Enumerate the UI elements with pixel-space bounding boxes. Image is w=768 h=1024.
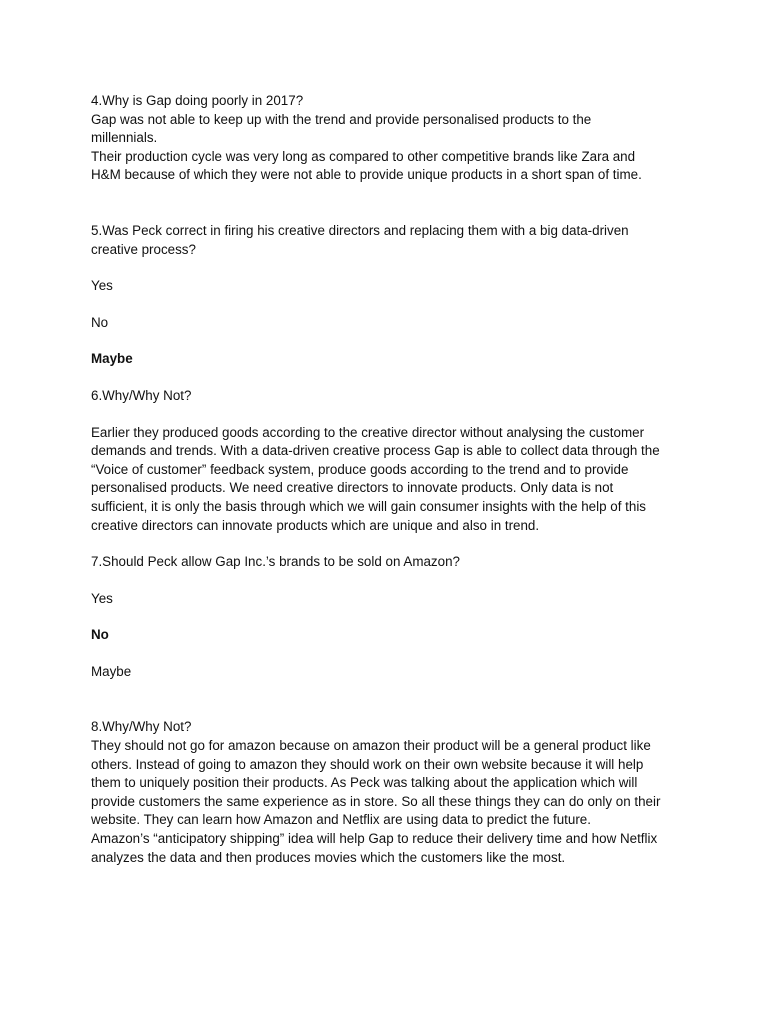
question-4-section bbox=[91, 92, 691, 185]
answer-6-line: Earlier they produced goods according to the creative director without analysing the customer bbox=[91, 424, 645, 440]
question-5-section bbox=[91, 222, 691, 369]
answer-8-line: analyzes the data and then produces movies which the customers like the most. bbox=[91, 849, 566, 865]
spacer bbox=[91, 185, 691, 222]
question-6-section bbox=[91, 387, 691, 535]
spacer bbox=[91, 645, 691, 663]
spacer bbox=[91, 535, 691, 553]
spacer bbox=[91, 681, 691, 718]
question-8-section bbox=[91, 718, 691, 867]
question-4-text: 4.Why is Gap doing poorly in 2017? bbox=[91, 93, 304, 108]
answer-6-line: creative directors can innovate products which are unique and also in trend. bbox=[91, 517, 540, 533]
question-8-text: 8.Why/Why Not? bbox=[91, 719, 192, 735]
answer-4-line: Gap was not able to keep up with the trend and provide personalised products to the bbox=[91, 111, 592, 127]
question-7-section bbox=[91, 553, 691, 681]
answer-6-line: personalised products. We need creative directors to innovate products. Only data is not bbox=[91, 480, 614, 496]
answer-8-line: Amazon’s “anticipatory shipping” idea will help Gap to reduce their delivery time and how Netflix bbox=[91, 831, 658, 847]
question-6-text: 6.Why/Why Not? bbox=[91, 387, 192, 403]
answer-4-line: H&M because of which they were not able to provide unique products in a short span of time. bbox=[91, 167, 642, 183]
answer-8-line: them to uniquely position their products. As Peck was talking about the application which will bbox=[91, 775, 638, 791]
question-5-text: creative process? bbox=[91, 241, 196, 257]
spacer bbox=[91, 296, 691, 314]
document-page bbox=[91, 92, 691, 867]
answer-8-line: provide customers the same experience as in store. So all these things they can do only on their bbox=[91, 793, 661, 809]
answer-4-line: Their production cycle was very long as compared to other competitive brands like Zara and bbox=[91, 148, 636, 164]
answer-8-line: website. They can learn how Amazon and Netflix are using data to predict the future. bbox=[91, 812, 591, 828]
answer-6-line: sufficient, it is only the basis through which we will gain consumer insights with the help of this bbox=[91, 498, 646, 514]
option-no: No bbox=[91, 314, 109, 330]
spacer bbox=[91, 608, 691, 626]
answer-6-line: demands and trends. With a data-driven creative process Gap is able to collect data through the bbox=[91, 443, 660, 459]
option-maybe-selected: Maybe bbox=[91, 351, 133, 367]
answer-4-line: millennials. bbox=[91, 130, 158, 146]
spacer bbox=[91, 572, 691, 590]
spacer bbox=[91, 406, 691, 424]
option-no-selected: No bbox=[91, 627, 109, 643]
spacer bbox=[91, 332, 691, 350]
answer-8-line: others. Instead of going to amazon they should work on their own website because it will help bbox=[91, 756, 644, 772]
answer-8-line: They should not go for amazon because on amazon their product will be a general product like bbox=[91, 738, 651, 754]
question-5-text: 5.Was Peck correct in firing his creative directors and replacing them with a big data-driven bbox=[91, 222, 629, 238]
option-yes: Yes bbox=[91, 278, 113, 294]
answer-6-line: “Voice of customer” feedback system, produce goods according to the trend and to provide bbox=[91, 461, 629, 477]
spacer bbox=[91, 369, 691, 387]
option-maybe: Maybe bbox=[91, 663, 132, 679]
spacer bbox=[91, 259, 691, 277]
option-yes: Yes bbox=[91, 590, 113, 606]
question-7-text: 7.Should Peck allow Gap Inc.’s brands to be sold on Amazon? bbox=[91, 554, 460, 570]
